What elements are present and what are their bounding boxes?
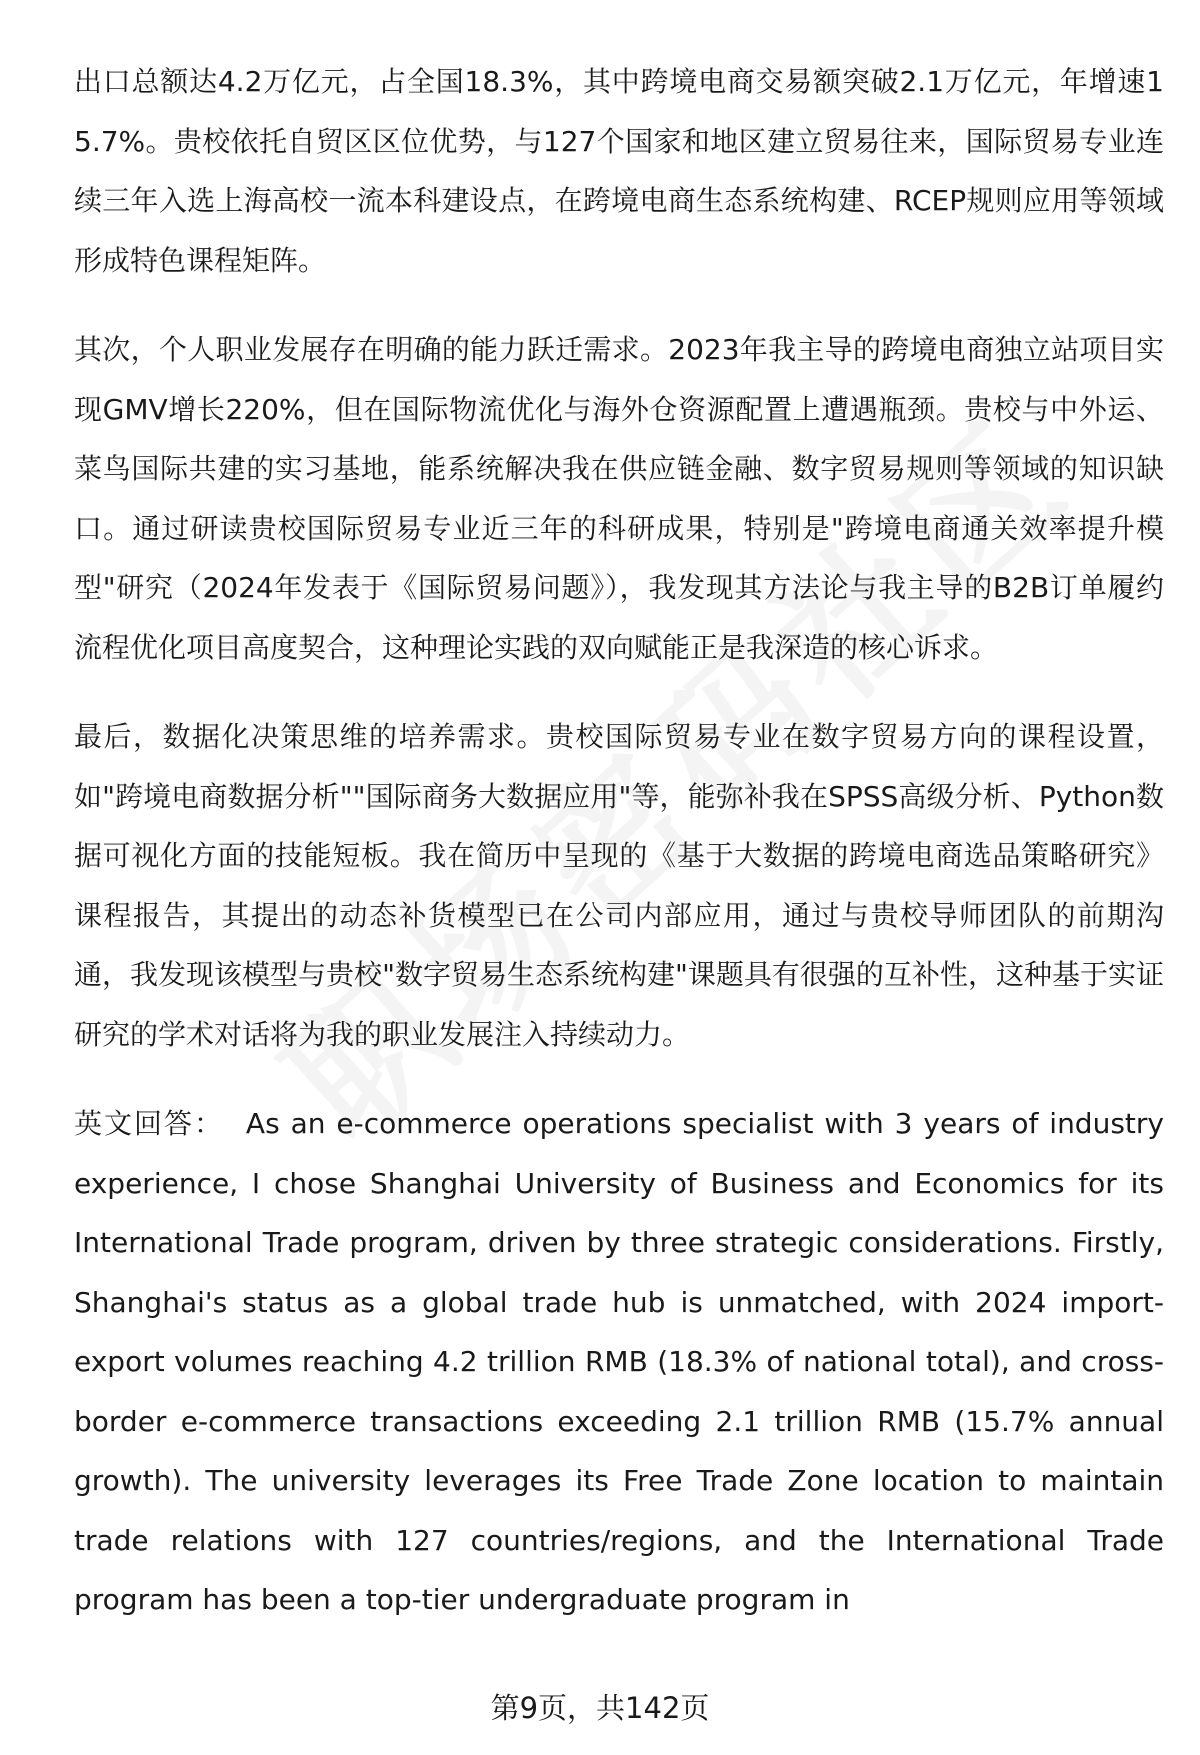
english-answer-paragraph bbox=[74, 1094, 1164, 1630]
paragraph: 出口总额达4.2万亿元，占全国18.3%，其中跨境电商交易额突破2.1万亿元，年增速15.7%。贵校依托自贸区区位优势，与127个国家和地区建立贸易往来，国际贸易专业连续三年入选上海高校一流本科建设点，在跨境电商生态系统构建、RCEP规则应用等领域形成特色课程矩阵。 bbox=[74, 65, 1164, 277]
page-number-footer: 第9页，共142页 bbox=[490, 1691, 710, 1725]
paragraph: 其次，个人职业发展存在明确的能力跃迁需求。2023年我主导的跨境电商独立站项目实现GMV增长220%，但在国际物流优化与海外仓资源配置上遭遇瓶颈。贵校与中外运、菜鸟国际共建的实习基地，能系统解决我在供应链金融、数字贸易规则等领域的知识缺口。通过研读贵校国际贸易专业近三年的科研成果，特别是"跨境电商通关效率提升模型"研究（2024年发表于《国际贸易问题》），我发现其方法论与我主导的B2B订单履约流程优化项目高度契合，这种理论实践的双向赋能正是我深造的核心诉求。 bbox=[74, 333, 1164, 664]
english-answer-text: As an e-commerce operations specialist with 3 years of industry experience, I chose Shanghai University of Business and Economics for its International Trade program, driven by three strategic considerations. Firstly, Shanghai's status as a global trade hub is unmatched, with 2024 import-export volumes reaching 4.2 trillion RMB (18.3% of national total), and cross-border e-commerce transactions exceeding 2.1 trillion RMB (15.7% annual growth). The university leverages its Free Trade Zone location to maintain trade relations with 127 countries/regions, and the International Trade program has been a top-tier undergraduate program in bbox=[74, 1107, 1164, 1616]
document-body bbox=[74, 52, 1164, 1630]
english-answer-label: 英文回答： bbox=[74, 1107, 225, 1140]
paragraph: 最后，数据化决策思维的培养需求。贵校国际贸易专业在数字贸易方向的课程设置，如"跨境电商数据分析""国际商务大数据应用"等，能弥补我在SPSS高级分析、Python数据可视化方面的技能短板。我在简历中呈现的《基于大数据的跨境电商选品策略研究》课程报告，其提出的动态补货模型已在公司内部应用，通过与贵校导师团队的前期沟通，我发现该模型与贵校"数字贸易生态系统构建"课题具有很强的互补性，这种基于实证研究的学术对话将为我的职业发展注入持续动力。 bbox=[74, 720, 1164, 1051]
